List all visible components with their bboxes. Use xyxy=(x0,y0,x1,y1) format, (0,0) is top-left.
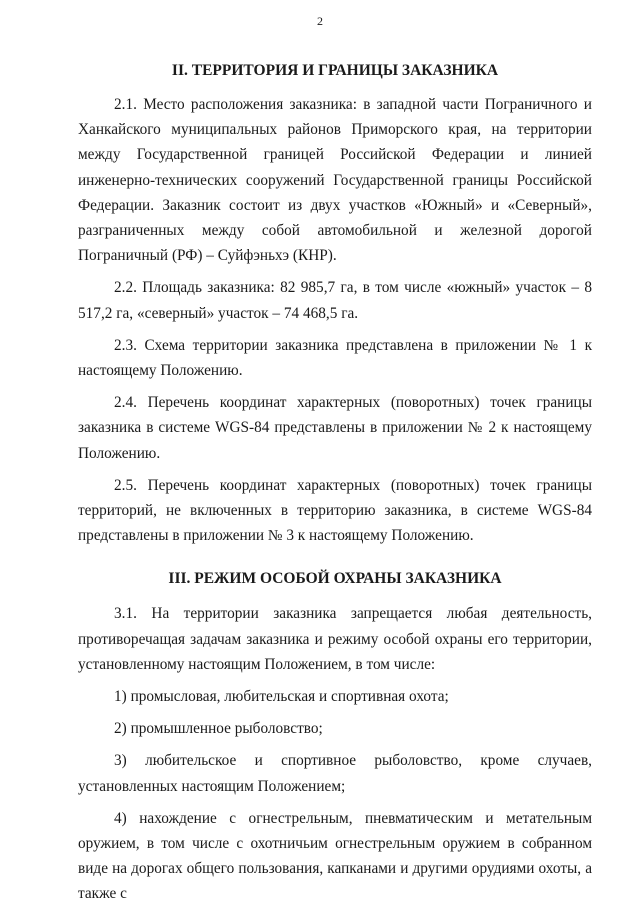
paragraph-2-3: 2.3. Схема территории заказника представлена в приложении № 1 к настоящему Положению. xyxy=(78,336,592,380)
paragraph-2-4: 2.4. Перечень координат характерных (поворотных) точек границы заказника в системе WGS-84 представлены в приложении № 2 к настоящему Положению. xyxy=(78,394,592,462)
paragraph-2-1: 2.1. Место расположения заказника: в западной части Пограничного и Ханкайского муниципальных районов Приморского края, на территории между Государственной границей Российской Федерации и линией инженерно-технических сооружений Государственной границы Российской Федерации. Заказник состоит из двух участков «Южный» и «Северный», разграниченных между собой автомобильной и железной дорогой Пограничный (РФ) – Суйфэньхэ (КНР). xyxy=(78,96,592,265)
section-2-heading: II. ТЕРРИТОРИЯ И ГРАНИЦЫ ЗАКАЗНИКА xyxy=(171,62,499,79)
list-item-4: 4) нахождение с огнестрельным, пневматическим и метательным оружием, в том числе с охотничьим огнестрельным оружием в собранном виде на дорогах общего пользования, капканами и другими орудиями охоты, а также с xyxy=(78,809,592,903)
paragraph-2-2: 2.2. Площадь заказника: 82 985,7 га, в том числе «южный» участок – 8 517,2 га, «северный» участок – 74 468,5 га. xyxy=(78,279,592,322)
list-item-1: 1) промысловая, любительская и спортивная охота; xyxy=(114,688,449,706)
paragraph-3-1: 3.1. На территории заказника запрещается любая деятельность, противоречащая задачам заказника и режиму особой охраны его территории, установленному настоящим Положением, в том числе: xyxy=(78,605,592,673)
paragraph-2-5: 2.5. Перечень координат характерных (поворотных) точек границы территорий, не включенных в территорию заказника, в системе WGS-84 представлены в приложении № 3 к настоящему Положению. xyxy=(78,476,592,545)
document-body xyxy=(78,58,592,914)
section-3-heading: III. РЕЖИМ ОСОБОЙ ОХРАНЫ ЗАКАЗНИКА xyxy=(168,570,502,588)
list-item-2: 2) промышленное рыболовство; xyxy=(114,720,323,738)
page-number: 2 xyxy=(317,14,323,28)
list-item-3: 3) любительское и спортивное рыболовство, кроме случаев, установленных настоящим Положением; xyxy=(78,752,592,795)
